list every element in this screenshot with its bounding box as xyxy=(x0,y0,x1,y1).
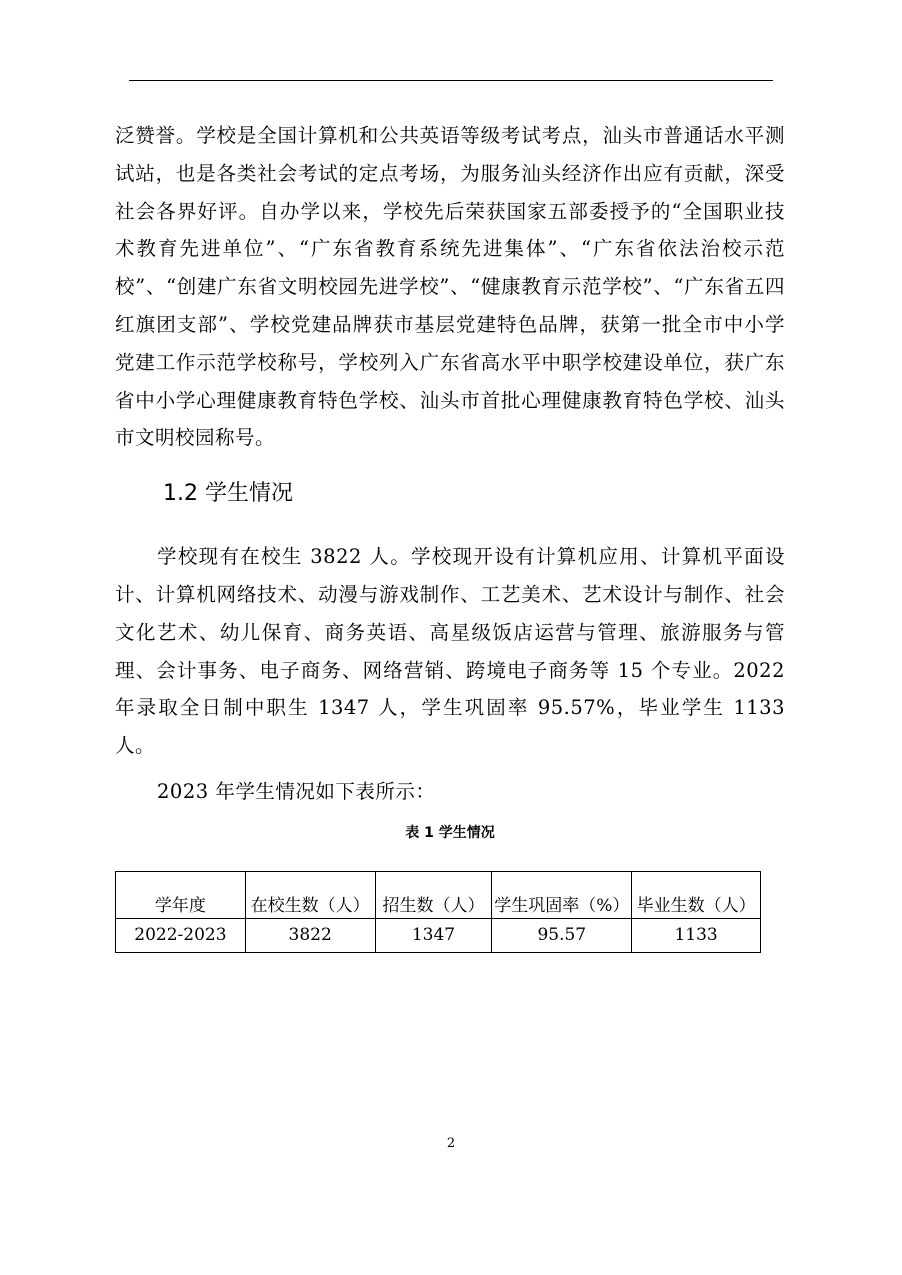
table-header-cell: 学生巩固率（%） xyxy=(492,871,632,918)
body-paragraph: 学校现有在校生 3822 人。学校现开设有计算机应用、计算机平面设计、计算机网络技术、动漫与游戏制作、工艺美术、艺术设计与制作、社会文化艺术、幼儿保育、商务英语、高星级饭店运营与管理、旅游服务与管理、会计事务、电子商务、网络营销、跨境电子商务等 15 个专业。2022 年录取全日制中职生 1347 人，学生巩固率 95.57%，毕业学生 1133 人。 xyxy=(115,545,785,758)
table-row xyxy=(116,918,761,952)
header-rule xyxy=(129,80,773,81)
table-header-cell: 招生数（人） xyxy=(375,871,492,918)
table-header-cell: 毕业生数（人） xyxy=(632,871,761,918)
table-cell: 3822 xyxy=(245,918,375,952)
table-header-row xyxy=(116,871,761,918)
table-caption: 表 1 学生情况 xyxy=(405,824,495,841)
page-content xyxy=(115,117,785,953)
table-cell: 95.57 xyxy=(492,918,632,952)
table-cell: 2022-2023 xyxy=(116,918,246,952)
table-header-cell: 在校生数（人） xyxy=(245,871,375,918)
table-header-cell: 学年度 xyxy=(116,871,246,918)
body-paragraph: 2023 年学生情况如下表所示： xyxy=(157,779,436,803)
table-cell: 1133 xyxy=(632,918,761,952)
section-heading: 1.2 学生情况 xyxy=(163,481,293,507)
page-number: 2 xyxy=(446,1136,456,1151)
body-paragraph: 泛赞誉。学校是全国计算机和公共英语等级考试考点，汕头市普通话水平测试站，也是各类社会考试的定点考场，为服务汕头经济作出应有贡献，深受社会各界好评。自办学以来，学校先后荣获国家五部委授予的“全国职业技术教育先进单位”、“广东省教育系统先进集体”、“广东省依法治校示范校”、“创建广东省文明校园先进学校”、“健康教育示范学校”、“广东省五四红旗团支部”、学校党建品牌获市基层党建特色品牌，获第一批全市中小学党建工作示范学校称号，学校列入广东省高水平中职学校建设单位，获广东省中小学心理健康教育特色学校、汕头市首批心理健康教育特色学校、汕头市文明校园称号。 xyxy=(115,124,785,450)
student-stats-table xyxy=(115,871,761,953)
table-cell: 1347 xyxy=(375,918,492,952)
